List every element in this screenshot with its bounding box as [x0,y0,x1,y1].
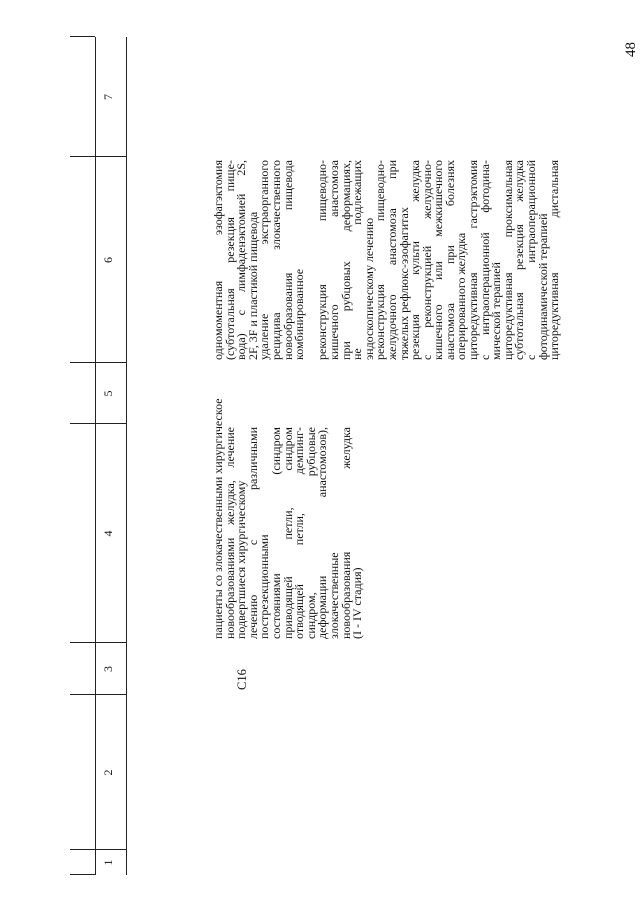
text-line: анастомоза при болезнях [442,160,457,360]
column-header: 7 [101,94,115,100]
text-line: отводящей петли, демпинг- [292,427,307,639]
text-line: (субтотальная резекция пище- [222,160,237,360]
column-header: 4 [101,530,115,537]
text-line: желудочного анастомоза при [384,160,399,360]
text-line: злокачественные [326,552,341,639]
text-line: комбинированное [292,268,307,360]
text-line: мической терапией [489,262,504,360]
text-line: приводящей петли, синдром [280,427,295,639]
column-border [70,874,95,875]
text-line: 2F, 3F и пластикой пищевода [245,211,260,360]
text-line: реконструкция пищеводно- [373,160,388,360]
text-line: кишечного анастомоза [326,160,341,360]
text-line: реконструкция пищеводно- [315,160,330,360]
text-line: новообразованиями желудка, лечение [222,427,237,639]
text-line: состояниями (синдром [268,427,283,639]
text-line: циторедуктивная дистальная [547,160,562,360]
column-border [70,36,95,37]
text-line: вода) с лимфаденэктомией 2S, [234,160,249,360]
page-number: 48 [623,42,639,57]
text-line: новообразования пищевода [280,160,295,360]
text-line: при рубцовых деформациях, [338,160,353,360]
text-line: рецидива злокачественного [268,160,283,360]
text-line: новообразования желудка [338,427,353,639]
table-top-border [95,37,96,875]
text-line: циторедуктивная гастрэктомия [466,160,481,360]
column-header: 5 [101,390,115,397]
text-line: (I - IV стадия) [350,567,365,639]
column-header: 2 [101,769,115,776]
text-line: субтотальная резекция желудка [512,160,527,360]
header-row-border [126,37,127,875]
treatment-method-cell [213,160,561,360]
text-line: одномоментная эзофагэктомия [211,160,225,360]
column-header: 6 [101,257,115,263]
text-line: синдром, рубцовые [303,427,318,639]
text-line: с интраоперационной фотодина- [477,160,492,360]
text-line: кишечного или межкишечного [431,160,446,360]
text-line: подвергшиеся хирургическому [234,480,249,639]
text-line: удаление экстраорганного [257,160,272,360]
text-line: пациенты со злокачественными хирургическое [211,398,225,639]
text-line: эндоскопическому лечению [361,217,376,360]
rotated-page [70,15,639,875]
text-line: циторедуктивная проксимальная [500,160,515,360]
text-line: пострезекционными [257,534,272,639]
icd-code: С16 [235,669,249,690]
text-line: тяжелых рефлюкс-эзофагитах [396,207,411,360]
text-line: с интраоперационной [524,160,539,360]
text-line: оперированного желудка [454,232,469,360]
text-line: фотодинамической терапией [535,213,550,360]
text-line: с реконструкцией желудочно- [419,160,434,360]
text-line: не подлежащих [350,160,365,360]
text-line: резекция культи желудка [408,160,423,360]
patient-model-cell [211,398,365,639]
column-header: 1 [101,859,115,866]
column-header: 3 [101,666,115,672]
text-line: деформации анастомозов), [315,427,330,639]
text-line: лечению с различными [245,427,260,639]
